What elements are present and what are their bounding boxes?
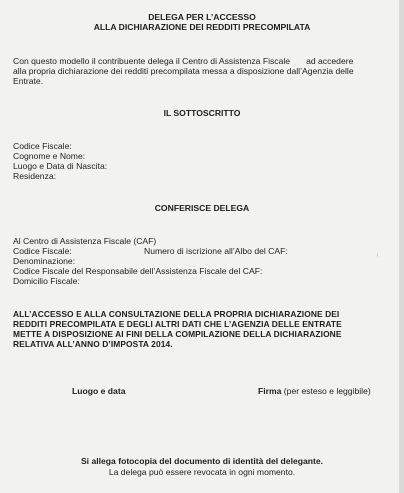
- document-subtitle: ALLA DICHIARAZIONE DEI REDDITI PRECOMPILATA: [93, 22, 311, 32]
- statement-line-1: ALL’ACCESSO E ALLA CONSULTAZIONE DELLA PROPRIA DICHIARAZIONE DEI: [13, 309, 340, 319]
- footer-line-2: La delega può essere revocata in ogni momento.: [108, 467, 296, 477]
- luogo-data-label: Luogo e data: [72, 386, 126, 396]
- field-responsabile: Codice Fiscale del Responsabile dell’Assistenza Fiscale del CAF:: [13, 266, 263, 276]
- field-caf-albo: Numero di iscrizione all’Albo del CAF:: [144, 246, 288, 256]
- firma-label: Firma: [258, 386, 282, 396]
- intro-line-2: alla propria dichiarazione dei redditi precompilata messa a disposizione dall’Agenzia delle: [13, 66, 354, 76]
- statement-line-3: METTE A DISPOSIZIONE AI FINI DELLA COMPILAZIONE DELLA DICHIARAZIONE: [13, 329, 342, 339]
- footer-line-1: Si allega fotocopia del documento di identità del delegante.: [80, 456, 324, 466]
- field-cognome-nome: Cognome e Nome:: [13, 151, 86, 161]
- statement-line-4: RELATIVA ALL’ANNO D’IMPOSTA 2014.: [13, 339, 173, 349]
- intro-line-3: Entrate.: [13, 76, 44, 86]
- firma-note: (per esteso e leggibile): [283, 386, 371, 396]
- section-title-sottoscritto: IL SOTTOSCRITTO: [163, 108, 241, 118]
- firma-label-group: [258, 386, 371, 396]
- field-domicilio: Domicilio Fiscale:: [13, 276, 80, 286]
- field-luogo-data-nascita: Luogo e Data di Nascita:: [13, 161, 108, 171]
- document-title: DELEGA PER L’ACCESSO: [148, 12, 256, 22]
- statement-line-2: REDDITI PRECOMPILATA E DEGLI ALTRI DATI CHE L’AGENZIA DELLE ENTRATE: [13, 319, 342, 329]
- field-denominazione: Denominazione:: [13, 256, 76, 266]
- field-codice-fiscale: Codice Fiscale:: [13, 141, 72, 151]
- section-title-delega: CONFERISCE DELEGA: [154, 203, 250, 213]
- intro-line-1: [13, 56, 353, 66]
- field-residenza: Residenza:: [13, 171, 56, 181]
- scan-mark: ᵢ: [377, 251, 379, 258]
- field-caf-codice-fiscale: Codice Fiscale:: [13, 246, 72, 256]
- page-edge-shadow: [399, 0, 404, 493]
- intro-text-b: ad accedere: [306, 56, 354, 66]
- field-caf: Al Centro di Assistenza Fiscale (CAF): [13, 236, 157, 246]
- intro-text-a: Con questo modello il contribuente delega il Centro di Assistenza Fiscale: [13, 56, 291, 66]
